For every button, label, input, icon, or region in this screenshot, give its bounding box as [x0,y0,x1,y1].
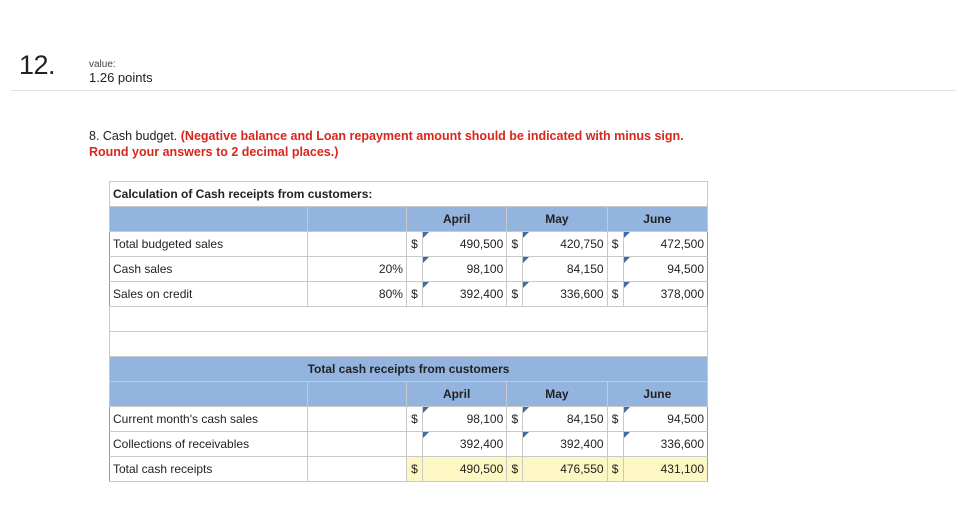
budgeted-sales-june-input[interactable]: 472,500 [623,232,707,257]
row-label: Total budgeted sales [110,232,308,257]
dollar-sign: $ [507,407,523,432]
dollar-sign [406,432,422,457]
collections-april-input[interactable]: 392,400 [423,432,507,457]
dollar-sign: $ [406,282,422,307]
current-cash-sales-june-input[interactable]: 94,500 [623,407,707,432]
instruction-note: (Negative balance and Loan repayment amount should be indicated with minus sign. Round your answers to 2 decimal places.) [89,129,684,159]
row-percent: 80% [307,282,406,307]
row-percent: 20% [307,257,406,282]
total-receipts-title-row [110,357,708,382]
header-month-april: April [406,382,506,407]
dollar-sign: $ [607,457,623,482]
dollar-sign: $ [507,232,523,257]
instruction-prefix: 8. Cash budget. [89,129,178,143]
total-cash-receipts-april: 490,500 [423,457,507,482]
dollar-sign [406,257,422,282]
cash-budget-table [109,181,708,482]
table-row [110,457,708,482]
spacer-row [110,307,708,332]
cash-sales-may-input[interactable]: 84,150 [523,257,607,282]
dollar-sign: $ [607,282,623,307]
empty-cell [307,432,406,457]
empty-cell [307,457,406,482]
dollar-sign: $ [406,232,422,257]
dollar-sign: $ [406,407,422,432]
receipts-calc-header-row [110,207,708,232]
row-label: Current month's cash sales [110,407,308,432]
credit-sales-may-input[interactable]: 336,600 [523,282,607,307]
value-label: value: [89,59,116,70]
current-cash-sales-april-input[interactable]: 98,100 [423,407,507,432]
header-blank [307,207,406,232]
total-cash-receipts-june: 431,100 [623,457,707,482]
receipts-calc-title: Calculation of Cash receipts from customers: [110,182,708,207]
collections-june-input[interactable]: 336,600 [623,432,707,457]
table-row [110,282,708,307]
dollar-sign [507,432,523,457]
current-cash-sales-may-input[interactable]: 84,150 [523,407,607,432]
divider [11,90,956,91]
header-month-june: June [607,207,707,232]
empty-cell [307,407,406,432]
dollar-sign [507,257,523,282]
dollar-sign: $ [507,457,523,482]
table-row [110,232,708,257]
dollar-sign: $ [607,232,623,257]
dollar-sign: $ [607,407,623,432]
row-label: Collections of receivables [110,432,308,457]
table-row [110,432,708,457]
points-value: 1.26 points [89,70,153,85]
header-blank [307,382,406,407]
receipts-calc-title-row [110,182,708,207]
header-blank [110,207,308,232]
dollar-sign [607,257,623,282]
row-label: Cash sales [110,257,308,282]
cash-sales-june-input[interactable]: 94,500 [623,257,707,282]
budgeted-sales-april-input[interactable]: 490,500 [423,232,507,257]
credit-sales-june-input[interactable]: 378,000 [623,282,707,307]
spacer-cell [110,332,708,357]
instructions [89,128,714,160]
header-blank [110,382,308,407]
dollar-sign: $ [406,457,422,482]
dollar-sign [607,432,623,457]
question-number: 12. [19,50,56,80]
table-row [110,407,708,432]
header-month-april: April [406,207,506,232]
budgeted-sales-may-input[interactable]: 420,750 [523,232,607,257]
dollar-sign: $ [507,282,523,307]
header-month-may: May [507,382,607,407]
row-label: Total cash receipts [110,457,308,482]
cash-sales-april-input[interactable]: 98,100 [423,257,507,282]
total-receipts-title: Total cash receipts from customers [110,357,708,382]
header-month-june: June [607,382,707,407]
total-cash-receipts-may: 476,550 [523,457,607,482]
row-label: Sales on credit [110,282,308,307]
spacer-cell [110,307,708,332]
spacer-row [110,332,708,357]
credit-sales-april-input[interactable]: 392,400 [423,282,507,307]
total-receipts-header-row [110,382,708,407]
header-month-may: May [507,207,607,232]
table-row [110,257,708,282]
collections-may-input[interactable]: 392,400 [523,432,607,457]
row-percent [307,232,406,257]
